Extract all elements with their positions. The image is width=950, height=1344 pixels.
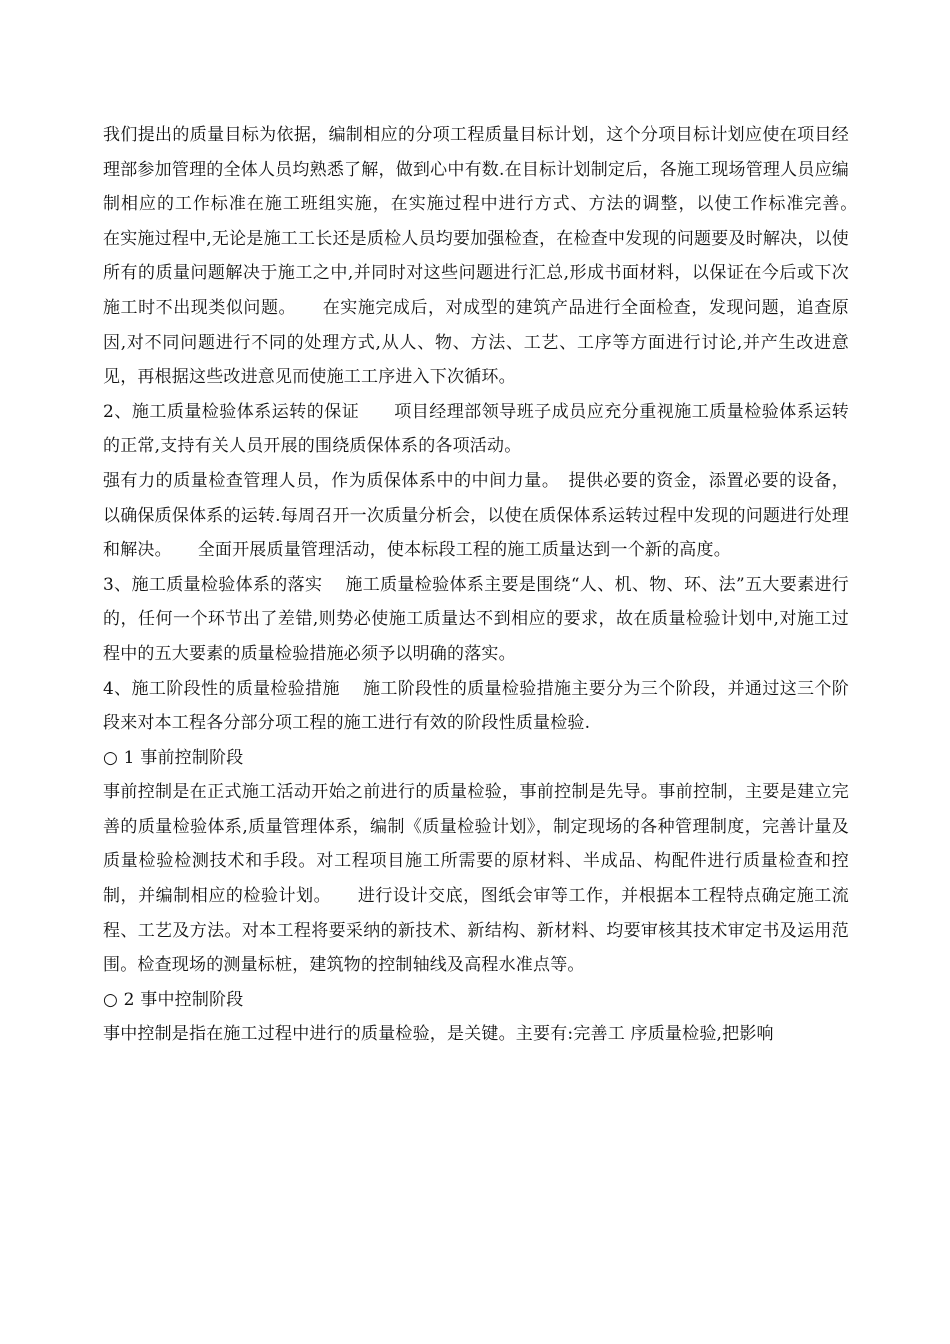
paragraph-section-2-guarantee: 2、施工质量检验体系运转的保证 项目经理部领导班子成员应充分重视施工质量检验体系运转的正常,支持有关人员开展的围绕质保体系的各项活动。 [103, 401, 849, 457]
paragraph-inspection-staff: 强有力的质量检查管理人员，作为质保体系中的中间力量。 提供必要的资金，添置必要的设备，以确保质保体系的运转.每周召开一次质量分析会，以使在质保体系运转过程中发现的问题进行处理和解决。 全面开展质量管理活动，使本标段工程的施工质量达到一个新的高度。 [103, 470, 849, 561]
paragraph-quality-target-plan: 我们提出的质量目标为依据，编制相应的分项工程质量目标计划，这个分项目标计划应使在项目经理部参加管理的全体人员均熟悉了解，做到心中有数.在目标计划制定后，各施工现场管理人员应编制相应的工作标准在施工班组实施，在实施过程中进行方式、方法的调整，以使工作标准完善。 在实施过程中,无论是施工工长还是质检人员均要加强检查，在检查中发现的问题要及时解决，以使所有的质量问题解决于施工之中,并同时对这些问题进行汇总,形成书面材料，以保证在今后或下次施工时不出现类似问题。 在实施完成后，对成型的建筑产品进行全面检查，发现问题，追查原因,对不同问题进行不同的处理方式,从人、物、方法、工艺、工序等方面进行讨论,并产生改进意见，再根据这些改进意见而使施工工序进入下次循环。 [103, 125, 884, 388]
heading-in-process-control-stage: ○ 2 事中控制阶段 [103, 989, 244, 1010]
paragraph-section-3-implementation: 3、施工质量检验体系的落实 施工质量检验体系主要是围绕“人、机、物、环、法”五大要素进行的，任何一个环节出了差错,则势必使施工质量达不到相应的要求，故在质量检验计划中,对施工过程中的五大要素的质量检验措施必须予以明确的落实。 [103, 574, 849, 664]
paragraph-in-process-control: 事中控制是指在施工过程中进行的质量检验，是关键。主要有:完善工 序质量检验,把影响 [103, 1024, 774, 1045]
paragraph-pre-control: 事前控制是在正式施工活动开始之前进行的质量检验，事前控制是先导。事前控制，主要是建立完善的质量检验体系,质量管理体系，编制《质量检验计划》，制定现场的各种管理制度，完善计量及质量检验检测技术和手段。对工程项目施工所需要的原材料、半成品、构配件进行质量检查和控制，并编制相应的检验计划。 进行设计交底，图纸会审等工作，并根据本工程特点确定施工流程、工艺及方法。对本工程将要采纳的新技术、新结构、新材料、均要审核其技术审定书及运用范围。检查现场的测量标桩，建筑物的控制轴线及高程水准点等。 [103, 782, 849, 976]
heading-pre-control-stage: ○ 1 事前控制阶段 [103, 747, 244, 768]
document-body [103, 118, 884, 1052]
paragraph-section-4-stage-measures: 4、施工阶段性的质量检验措施 施工阶段性的质量检验措施主要分为三个阶段，并通过这三个阶段来对本工程各分部分项工程的施工进行有效的阶段性质量检验. [103, 678, 849, 734]
